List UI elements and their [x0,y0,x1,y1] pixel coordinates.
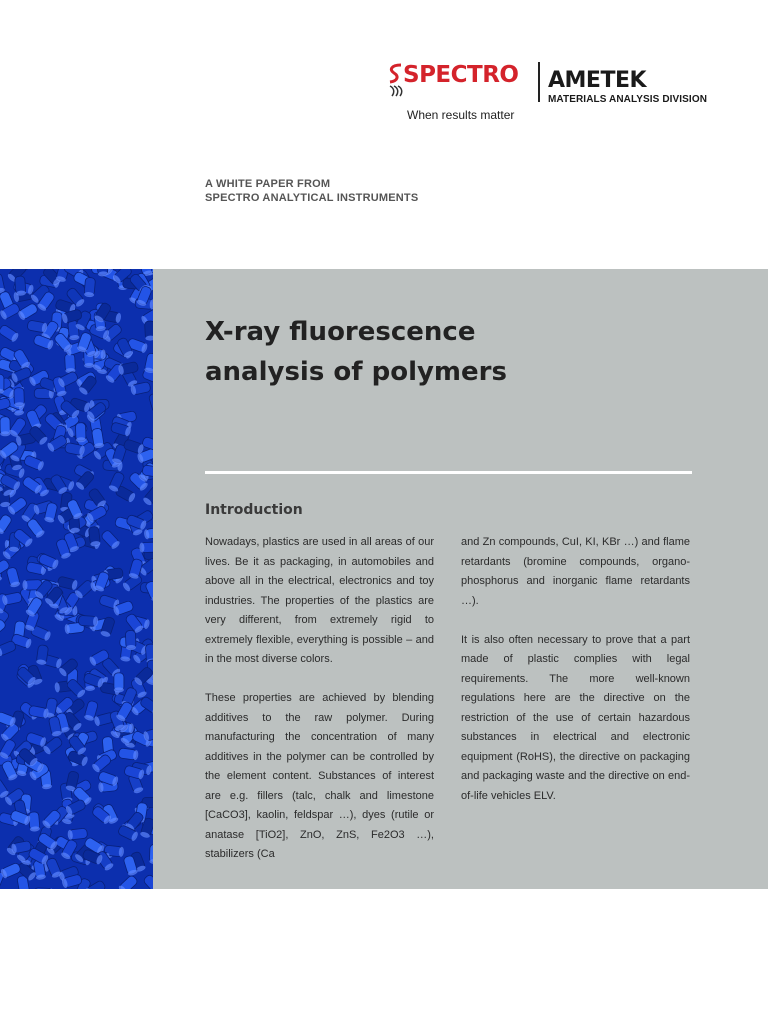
tagline: When results matter [407,108,515,122]
ametek-brand: AMETEK [548,68,647,93]
white-paper-line2: SPECTRO ANALYTICAL INSTRUMENTS [205,191,419,204]
white-paper-label [205,178,418,205]
paragraph: Nowadays, plastics are used in all areas of our lives. Be it as packaging, in automobiles and above all in the electrical, electronics and toy industries. The properties of the plastics are very different, from extremely rigid to extremely flexible, everything is possible – and in the most diverse colors. [205,536,434,665]
blue-plastic-pellets-image [0,269,153,889]
spectro-brand: SPECTRO [403,62,519,88]
spectro-logo-icon [386,62,404,98]
paragraph: It is also often necessary to prove that a part made of plastic complies with legal requirements. The more well-known regulations here are the directive on the restriction of the use of certain hazardous substances in electrical and electronic equipment (RoHS), the directive on packaging and packaging waste and the directive on end-of-life vehicles ELV. [461,633,690,802]
page-title [205,312,685,392]
title-line2: analysis of polymers [205,357,507,387]
white-paper-line1: A WHITE PAPER FROM [205,178,331,190]
body-column-left [205,533,434,884]
logo-divider [538,62,540,102]
header-logo [386,60,716,130]
ametek-division: MATERIALS ANALYSIS DIVISION [548,94,708,105]
paragraph: and Zn compounds, CuI, KI, KBr …) and flame retardants (bromine compounds, organo-phosphorus and inorganic flame retardants …). [461,536,690,607]
title-line1: X-ray fluorescence [205,317,476,347]
section-heading-introduction: Introduction [205,502,303,518]
paragraph: These properties are achieved by blending additives to the raw polymer. During manufacturing the concentration of many additives in the polymer can be controlled by the element content. Substances of interest are e.g. fillers (talc, chalk and limestone [CaCO3], kaolin, feldspar …), dyes (rutile or anatase [TiO2], ZnO, ZnS, Fe2O3 …), stabilizers (Ca [205,692,434,860]
body-column-right [461,533,690,826]
title-divider [205,471,692,474]
